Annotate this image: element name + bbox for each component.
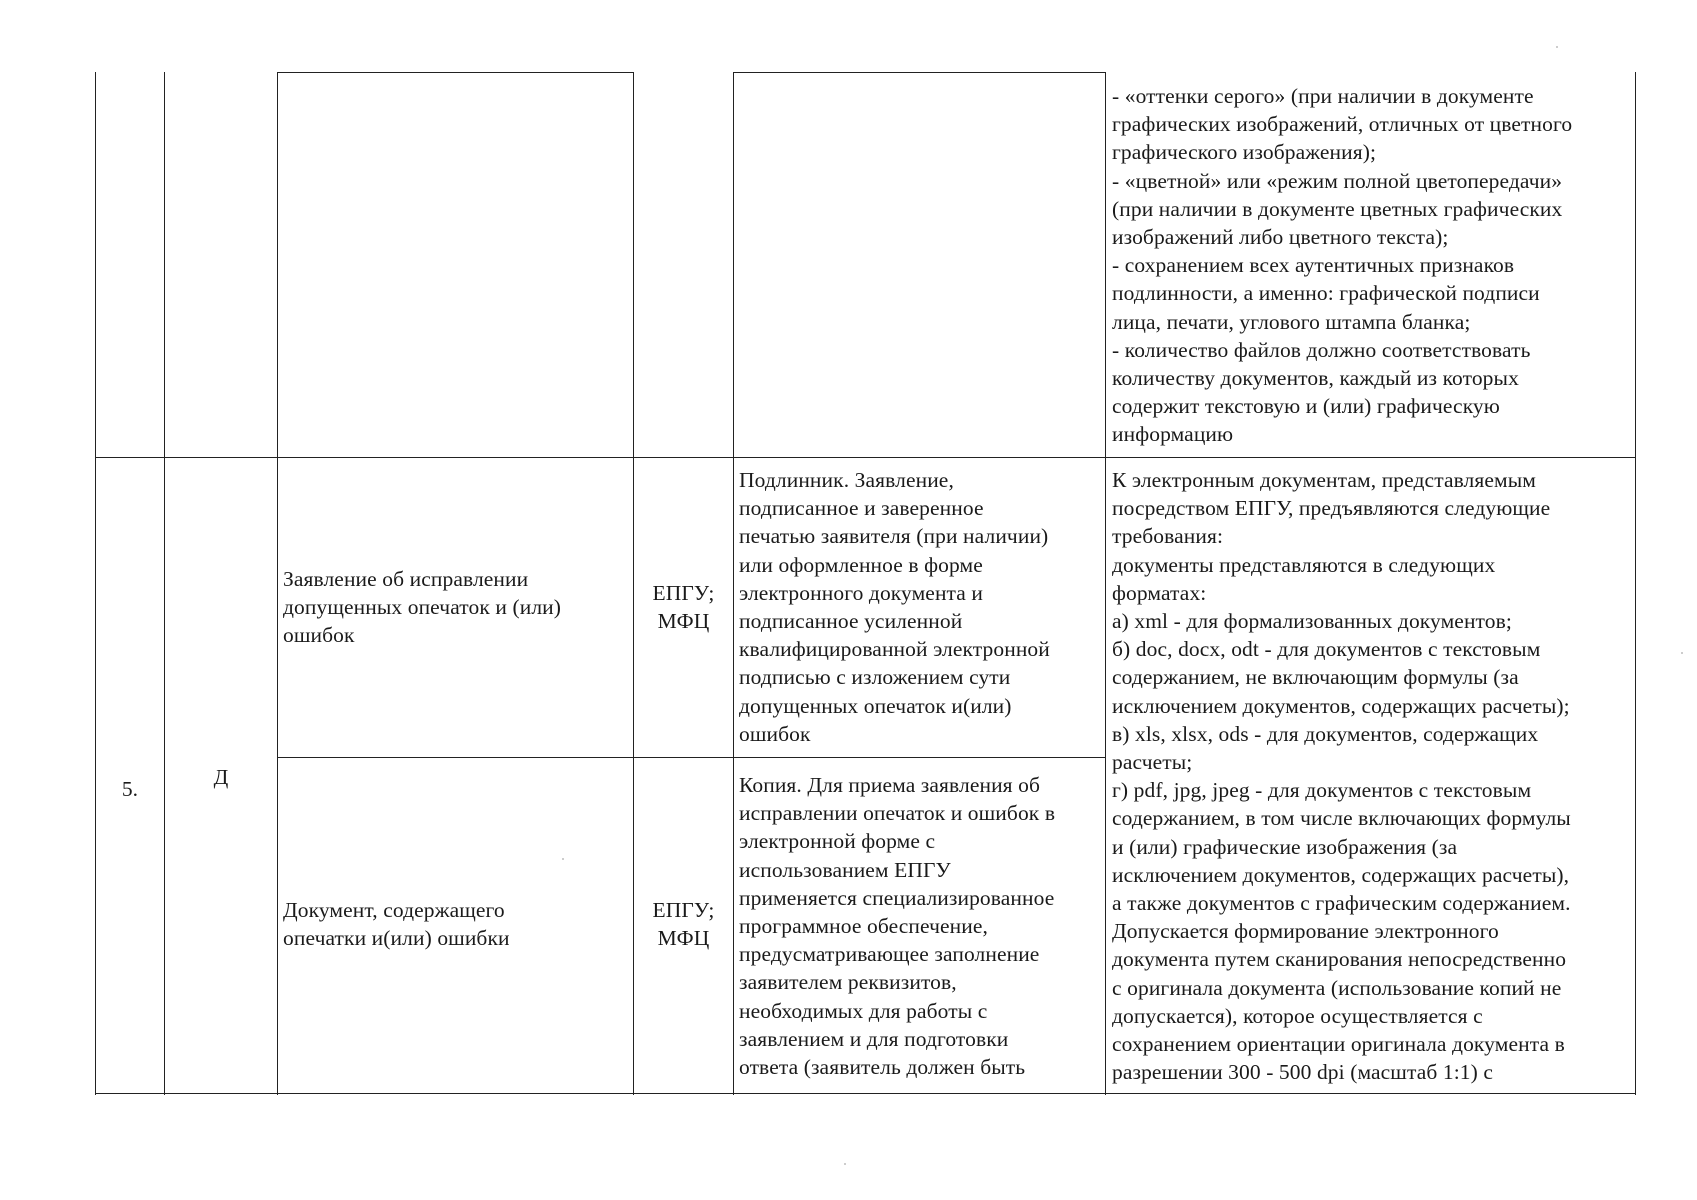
document-name: Заявление об исправлении допущенных опечаток и (или) ошибок xyxy=(283,567,562,648)
cell-top-border-doc xyxy=(277,72,633,73)
submission-channel: ЕПГУ; МФЦ xyxy=(652,898,715,951)
subrow-separator xyxy=(277,757,1105,758)
scan-speck xyxy=(1556,46,1558,48)
cell-top-border-form xyxy=(733,72,1105,73)
requirements-text: К электронным документам, представляемым посредством ЕПГУ, предъявляются следующие требования: документы представляются в следующих форматах: а) xml - для формализованных документов; б) doc, docx, odt - для документов с текстовым содержанием, не включающим формулы (за исключением документов, содержащих расчеты); в) xls, xlsx, ods - для документов, содержащих расчеты; г) pdf, jpg, jpeg - для документов с текстовым содержанием, в том числе включающих формулы и (или) графические изображения (за исключением документов, содержащих расчеты), а также документов с графическим содержанием. Допускается формирование электронного документа путем сканирования непосредственно с оригинала документа (использование копий не допускается), которое осуществляется с сохранением ориентации оригинала документа в разрешении 300 - 500 dpi (масштаб 1:1) с xyxy=(1112,468,1571,1085)
requirements-text-continued: - «оттенки серого» (при наличии в документе графических изображений, отличных от цветного графического изображения); - «цветной» или «режим полной цветопередачи» (при наличии в документе цветных графических изображений либо цветного текста); - сохранением всех аутентичных признаков подлинности, а именно: графической подписи лица, печати, углового штампа бланка; - количество файлов должно соответствовать количеству документов, каждый из которых содержит текстовую и (или) графическую информацию xyxy=(1112,84,1573,447)
document-name: Документ, содержащего опечатки и(или) ошибки xyxy=(283,898,510,951)
row-number: 5. xyxy=(121,777,139,801)
table-border-bottom xyxy=(95,1093,1635,1094)
scan-speck xyxy=(562,858,564,860)
table-border-col5 xyxy=(1105,72,1106,1095)
scan-speck xyxy=(844,1163,846,1165)
table-border-col3 xyxy=(633,72,634,1095)
scan-speck xyxy=(1681,652,1683,654)
table-border-left xyxy=(95,72,96,1095)
row-code: Д xyxy=(213,765,229,789)
submission-channel: ЕПГУ; МФЦ xyxy=(652,581,715,634)
table-border-col2 xyxy=(277,72,278,1095)
row-separator xyxy=(95,457,1635,458)
document-form: Копия. Для приема заявления об исправлении опечаток и ошибок в электронной форме с использованием ЕПГУ применяется специализированное программное обеспечение, предусматривающее заполнение заявителем реквизитов, необходимых для работы с заявлением и для подготовки ответа (заявитель должен быть xyxy=(739,773,1056,1080)
table-border-right xyxy=(1635,72,1636,1095)
document-form: Подлинник. Заявление, подписанное и заверенное печатью заявителя (при наличии) или оформленное в форме электронного документа и подписанное усиленной квалифицированной электронной подписью с изложением сути допущенных опечаток и(или) ошибок xyxy=(739,468,1050,746)
table-border-col1 xyxy=(164,72,165,1095)
table-border-col4 xyxy=(733,72,734,1095)
